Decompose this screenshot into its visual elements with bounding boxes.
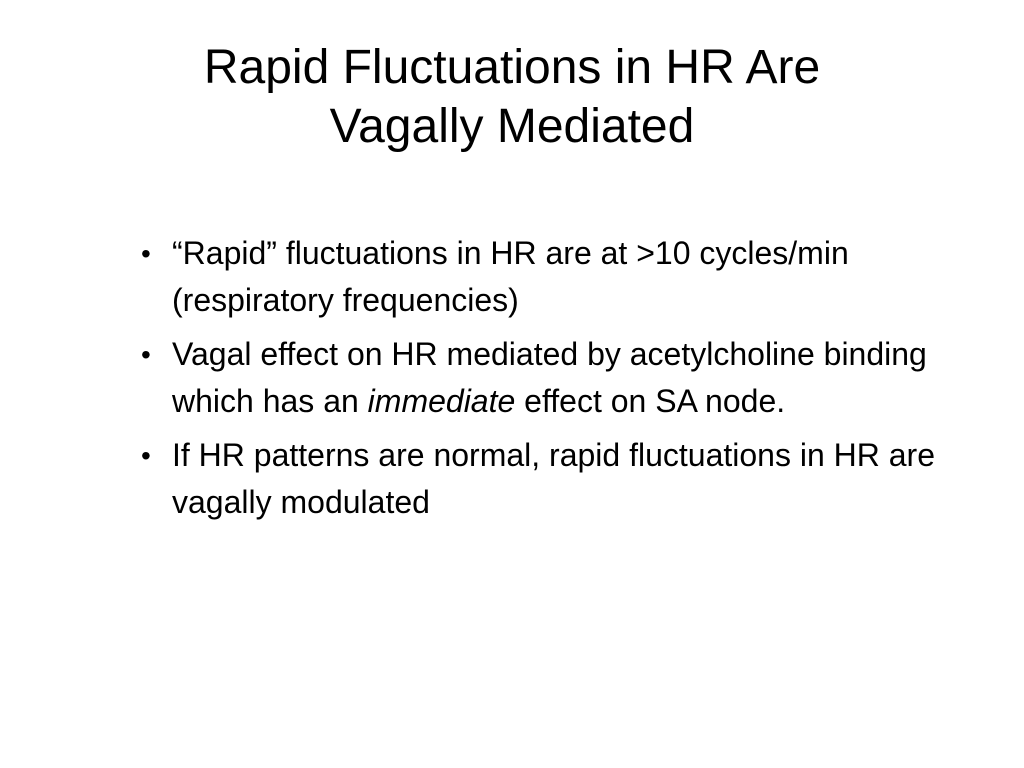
bullet-item-3	[141, 432, 941, 526]
title-line-1: Rapid Fluctuations in HR Are	[203, 41, 821, 94]
bullet-text: “Rapid” fluctuations in HR are at >10 cycles/min (respiratory frequencies)	[172, 235, 849, 318]
bullet-item-1	[141, 230, 941, 324]
bullet-mark: •	[141, 238, 151, 269]
bullet-mark: •	[141, 440, 151, 471]
bullet-text-after: effect on SA node.	[515, 383, 786, 419]
slide-title	[100, 38, 924, 156]
bullet-item-2	[141, 331, 941, 425]
bullet-text: If HR patterns are normal, rapid fluctuations in HR are vagally modulated	[172, 437, 935, 520]
bullet-text-before: Vagal effect on HR mediated by acetylcholine binding which has an	[172, 336, 927, 419]
bullet-list	[141, 230, 941, 533]
bullet-text	[172, 336, 927, 419]
bullet-text-italic: immediate	[367, 383, 516, 419]
title-line-2: Vagally Mediated	[329, 100, 695, 153]
bullet-mark: •	[141, 339, 151, 370]
